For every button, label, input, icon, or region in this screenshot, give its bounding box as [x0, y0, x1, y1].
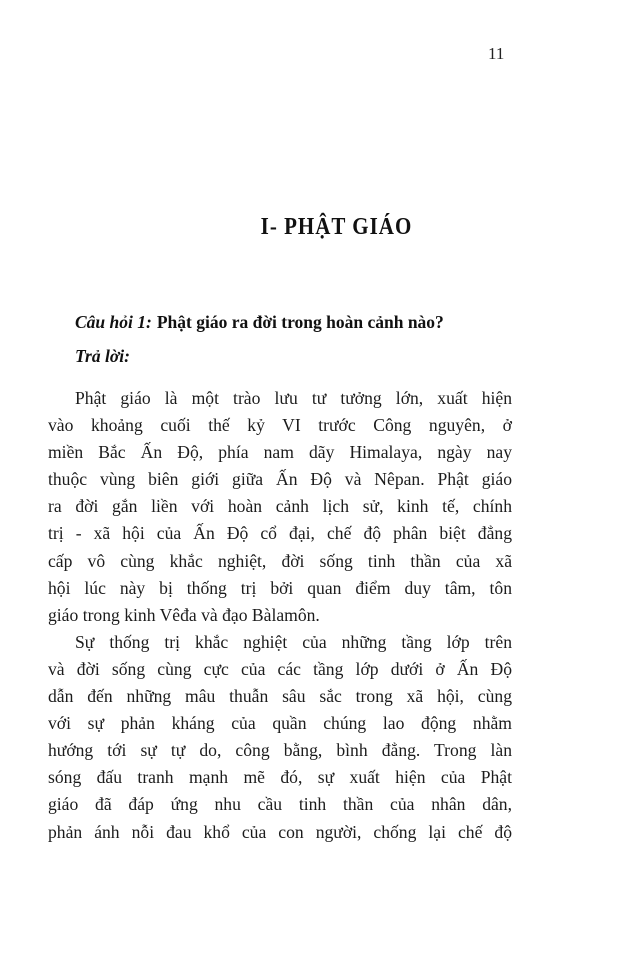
chapter-title: I- PHẬT GIÁO	[260, 212, 413, 240]
text-line: Phật giáo là một trào lưu tư tưởng lớn, xuất hiện	[75, 388, 512, 408]
answer-body	[48, 385, 512, 846]
text-line: vào khoảng cuối thế kỷ VI trước Công nguyên, ở	[48, 415, 512, 436]
page-number: 11	[488, 44, 505, 63]
text-line: với sự phản kháng của quần chúng lao động nhằm	[48, 713, 512, 734]
text-line: sóng đấu tranh mạnh mẽ đó, sự xuất hiện của Phật	[48, 767, 512, 788]
question-text: Phật giáo ra đời trong hoàn cảnh nào?	[156, 312, 444, 332]
text-line: miền Bắc Ấn Độ, phía nam dãy Himalaya, ngày nay	[48, 442, 512, 463]
text-line: phản ánh nỗi đau khổ của con người, chống lại chế độ	[48, 821, 512, 842]
text-line: trị - xã hội của Ấn Độ cổ đại, chế độ phân biệt đẳng	[48, 523, 512, 544]
text-line: giáo trong kinh Vêđa và đạo Bàlamôn.	[48, 604, 320, 625]
text-line: thuộc vùng biên giới giữa Ấn Độ và Nêpan. Phật giáo	[48, 469, 512, 490]
text-line: hướng tới sự tự do, công bằng, bình đẳng. Trong làn	[48, 740, 512, 761]
text-line: và đời sống cùng cực của các tầng lớp dưới ở Ấn Độ	[48, 658, 512, 679]
question-label: Câu hỏi 1:	[75, 312, 152, 332]
text-line: Sự thống trị khắc nghiệt của những tầng lớp trên	[75, 631, 512, 652]
text-line: hội lúc này bị thống trị bởi quan điểm duy tâm, tôn	[48, 577, 512, 598]
text-line: ra đời gắn liền với hoàn cảnh lịch sử, kinh tế, chính	[48, 496, 512, 517]
answer-label: Trả lời:	[75, 346, 130, 366]
text-line: cấp vô cùng khắc nghiệt, đời sống tinh thần của xã	[48, 550, 512, 571]
text-line: giáo đã đáp ứng nhu cầu tinh thần của nhân dân,	[48, 794, 512, 815]
text-line: dẫn đến những mâu thuẫn sâu sắc trong xã hội, cùng	[48, 686, 512, 707]
question-heading	[75, 312, 444, 333]
